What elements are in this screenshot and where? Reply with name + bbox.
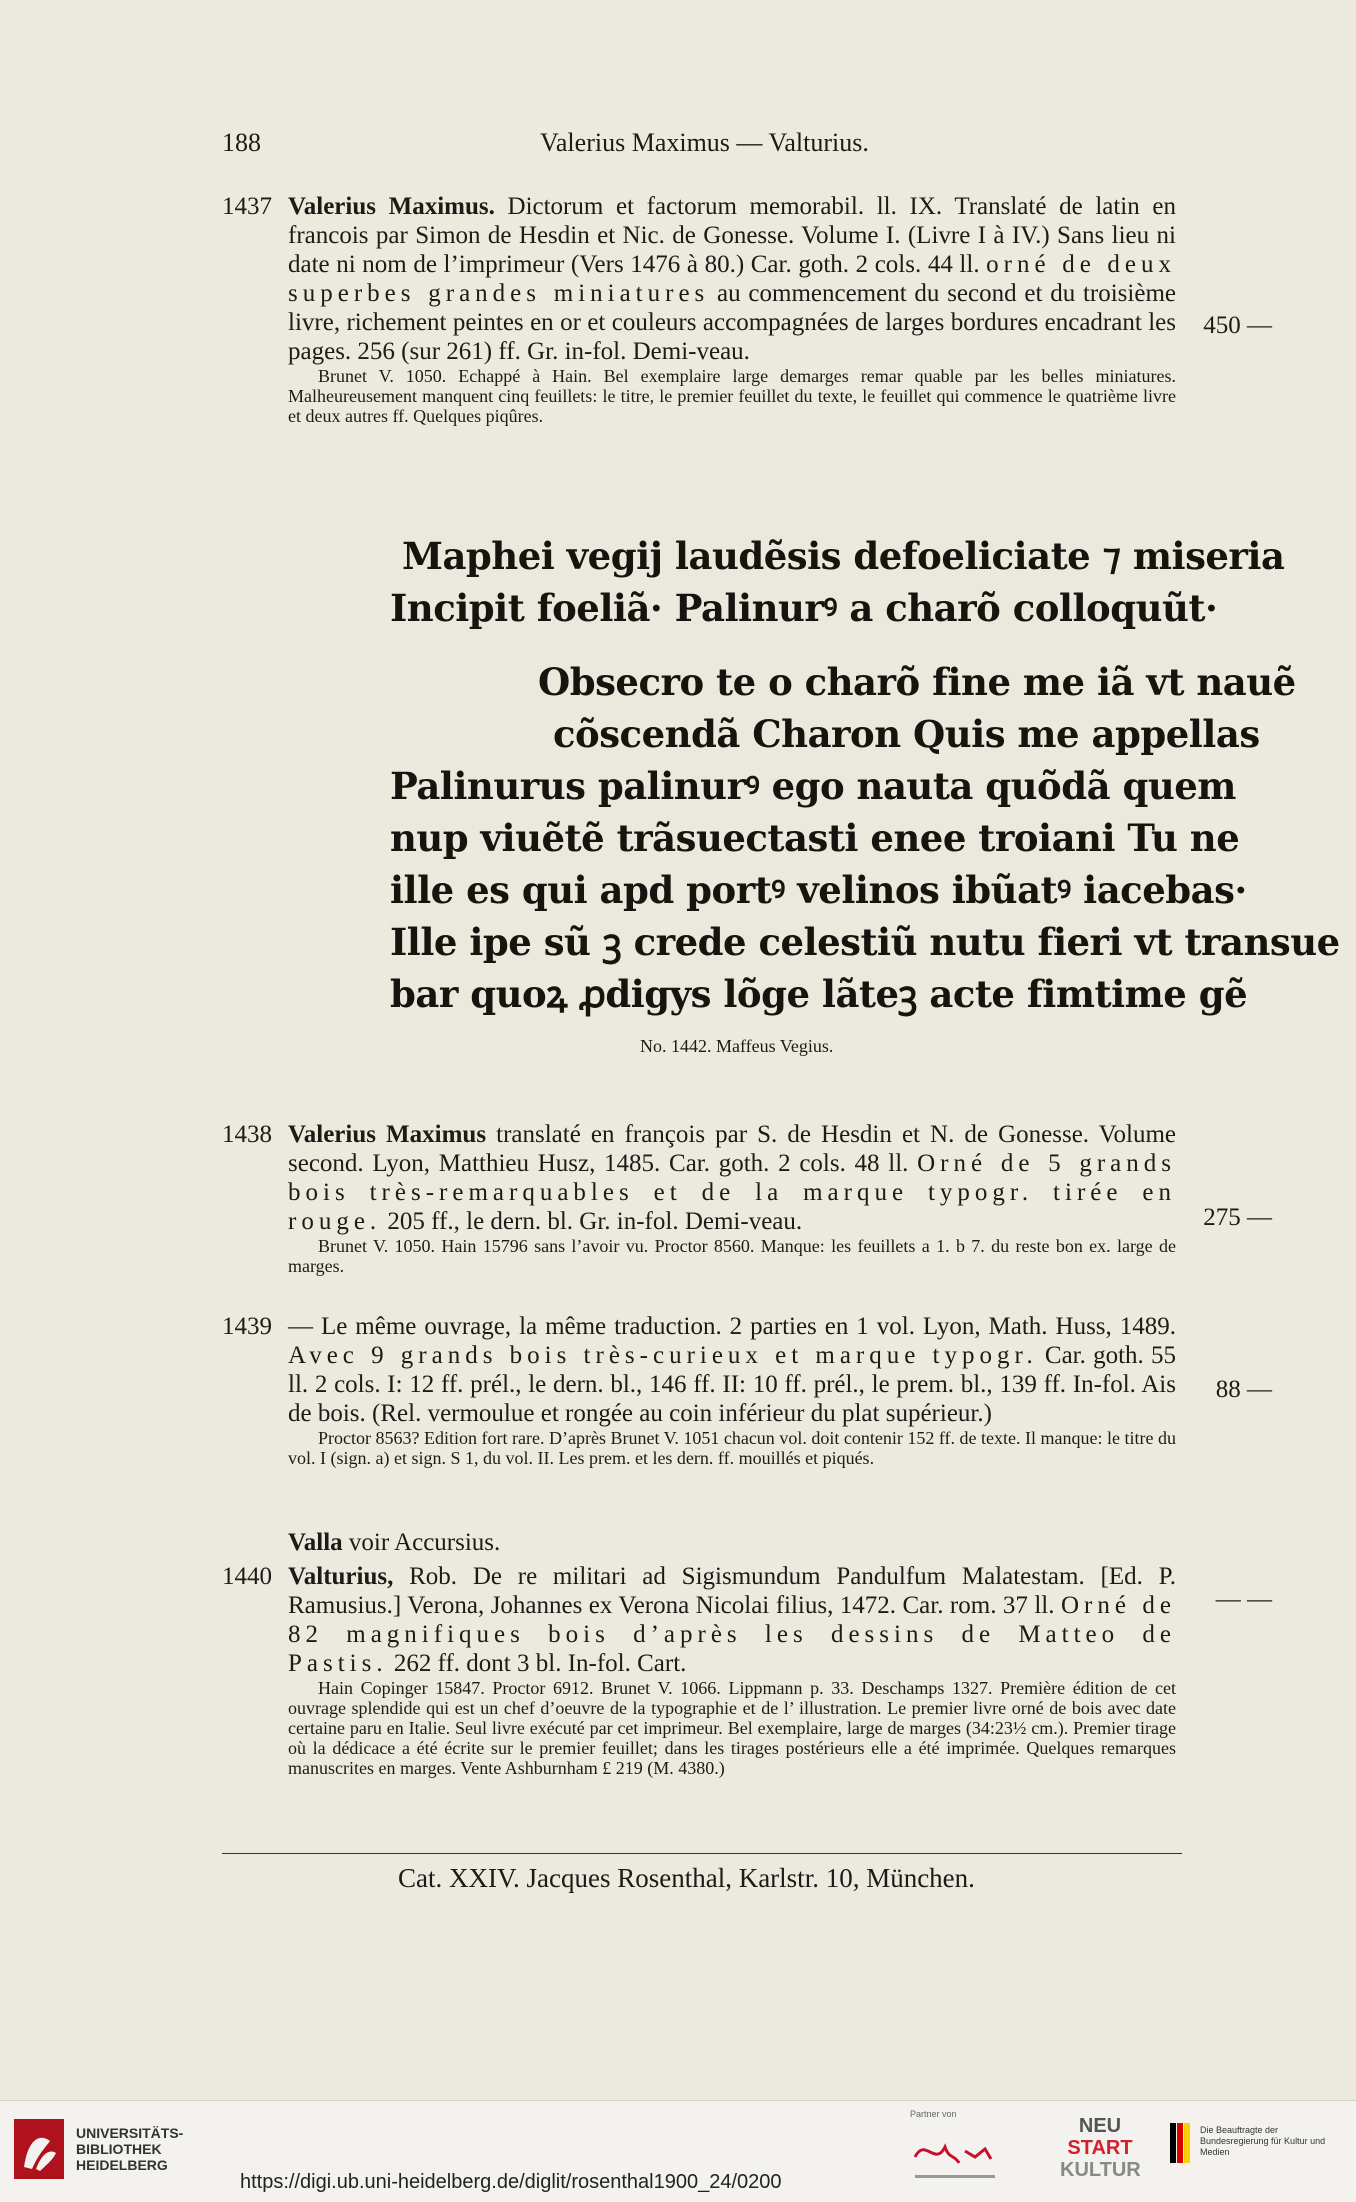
entry-text-cont: 262 ff. dont 3 bl. In-fol. Cart. (387, 1650, 687, 1677)
entry-text-cont: Car. goth. 55 ll. 2 cols. I: 12 ff. prél., le dern. bl., 146 ff. II: 10 ff. prél., le prem. bl., 139 ff. In-fol. Ais de bois. (Rel. vermoulue et rongée au coin inférieur du plat supérieur.) (288, 1342, 1176, 1427)
entry-price: 88 — (1215, 1376, 1272, 1403)
viewer-footer-bar (0, 2100, 1356, 2202)
entry-number: 1437 (222, 193, 272, 220)
catalog-entry-1439 (222, 1312, 1272, 1468)
entry-note: Brunet V. 1050. Echappé à Hain. Bel exemplaire large demarges remar quable par les belles miniatures. Malheureusement manquent cinq feuillets: le titre, le premier feuillet du texte, le feuillet qui commence le quatrième livre et deux autres ff. Quelques piqûres. (288, 366, 1176, 426)
entry-text: Dictorum et factorum memorabil. ll. IX. Translaté de latin en francois par Simon de Hesdin et Nic. de Gonesse. Volume I. (Livre I à IV.) Sans lieu ni date ni nom de l’imprimeur (Vers 1476 à 80.) Car. goth. 2 cols. 44 ll. (288, 193, 1176, 278)
federal-eagle-icon (1170, 2123, 1190, 2163)
bkm-label: Die Beauftragte der Bundesregierung für Kultur und Medien (1200, 2125, 1326, 2157)
entry-text: translaté en françois par S. de Hesdin et N. de Gonesse. Volume second. Lyon, Matthieu Husz, 1485. Car. goth. 2 cols. 48 ll. (288, 1121, 1176, 1177)
facsimile-line: Incipit foeliã· Palinurꝰ a charõ colloquũt· (390, 586, 1218, 630)
catalog-entry-1437 (222, 192, 1272, 426)
page-url[interactable]: https://digi.ub.uni-heidelberg.de/diglit/rosenthal1900_24/0200 (240, 2171, 782, 2193)
catalog-entry-1438 (222, 1120, 1272, 1276)
facsimile-line: Maphei vegij laudẽsis defoeliciate ⁊ miseria (402, 534, 1285, 578)
facsimile-line: cõscendã Charon Quis me appellas (553, 712, 1260, 756)
university-name: UNIVERSITÄTS- BIBLIOTHEK HEIDELBERG (76, 2125, 184, 2173)
entry-text: Rob. De re militari ad Sigismundum Pandulfum Malatestam. [Ed. P. Ramusius.] Verona, Johannes ex Verona Nicolai filius, 1472. Car. rom. 37 ll. (288, 1563, 1176, 1619)
entry-highlight: Avec 9 grands bois très-curieux et marque typogr. (288, 1342, 1038, 1369)
entry-author: Valturius, (288, 1563, 394, 1590)
facsimile-line: bar quoꝝ ꝓdigys lõge lãteꝫ acte fimtime gẽ (390, 972, 1248, 1016)
entry-price: 450 — (1203, 312, 1272, 339)
entry-number: 1439 (222, 1313, 272, 1340)
catalog-entry-1440 (222, 1562, 1272, 1778)
entry-author: Valerius Maximus. (288, 193, 495, 220)
facsimile-line: nup viuẽtẽ trãsuectasti enee troiani Tu ne (390, 816, 1240, 860)
cross-reference-valla (222, 1528, 1272, 1557)
entry-number: 1438 (222, 1121, 272, 1148)
entry-price: — — (1215, 1586, 1272, 1613)
entry-text-cont: au commencement du second et du troisième livre, richement peintes en or et couleurs accompagnées de larges bordures encadrant les pages. 256 (sur 261) ff. Gr. in-fol. Demi-veau. (288, 280, 1176, 365)
running-title: Valerius Maximus — Valturius. (540, 128, 869, 157)
page-number: 188 (222, 128, 261, 157)
facsimile-line: ille es qui apd portꝰ velinos ibũatꝰ iacebas· (390, 868, 1247, 912)
entry-highlight: Orné de 5 grands bois très-remarquables et de la marque typogr. tirée en rouge. (288, 1150, 1176, 1235)
partner-logo-icon (905, 2127, 1015, 2187)
entry-author: Valerius Maximus (288, 1121, 487, 1148)
entry-note: Proctor 8563? Edition fort rare. D’après Brunet V. 1051 chacun vol. doit contenir 152 ff. de texte. Il manque: le titre du vol. I (sign. a) et sign. S 1, du vol. II. Les prem. et les dern. ff. mouillés et piqués. (288, 1428, 1176, 1468)
entry-text-cont: 205 ff., le dern. bl. Gr. in-fol. Demi-veau. (381, 1208, 803, 1235)
facsimile-line: Palinurus palinurꝰ ego nauta quõdã quem (390, 764, 1236, 808)
entry-author: Valla (288, 1529, 343, 1556)
partner-label: Partner von (910, 2109, 957, 2119)
neustart-kultur-logo: NEU START KULTUR (1060, 2115, 1141, 2181)
facsimile-line: Ille ipe sũ ꝫ crede celestiũ nutu fieri vt transue (390, 920, 1340, 964)
entry-note: Hain Copinger 15847. Proctor 6912. Brunet V. 1066. Lippmann p. 33. Deschamps 1327. Première édition de cet ouvrage splendide qui est un chef d’oeuvre de la typographie et de l’ illustration. Le premier livre orné de bois avec date certaine paru en Italie. Seul livre exécuté par cet imprimeur. Bel exemplaire, large de marges (34:23½ cm.). Premier tirage où la dédicace a été écrite sur le premier feuillet; dans les tirages postérieurs elle a été imprimée. Quelques remarques manuscrites en marges. Vente Ashburnham £ 219 (M. 4380.) (288, 1678, 1176, 1778)
footer-divider (222, 1853, 1182, 1854)
entry-price: 275 — (1203, 1204, 1272, 1231)
entry-number: 1440 (222, 1563, 272, 1590)
entry-text: voir Accursius. (342, 1529, 501, 1556)
entry-note: Brunet V. 1050. Hain 15796 sans l’avoir vu. Proctor 8560. Manque: les feuillets a 1. b 7. du reste bon ex. large de marges. (288, 1236, 1176, 1276)
incunable-facsimile (390, 530, 1340, 1016)
catalog-footer: Cat. XXIV. Jacques Rosenthal, Karlstr. 10, München. (398, 1863, 975, 1893)
entry-highlight: orné de deux superbes grandes miniatures (288, 251, 1176, 307)
facsimile-line: Obsecro te o charõ fine me iã vt nauẽ (538, 660, 1296, 704)
facsimile-caption: No. 1442. Maffeus Vegius. (640, 1036, 834, 1056)
entry-text: — Le même ouvrage, la même traduction. 2 parties en 1 vol. Lyon, Math. Huss, 1489. (288, 1313, 1176, 1340)
university-logo-icon[interactable] (14, 2119, 64, 2179)
entry-highlight: Orné de 82 magnifiques bois d’après les dessins de Matteo de Pastis. (288, 1592, 1176, 1677)
